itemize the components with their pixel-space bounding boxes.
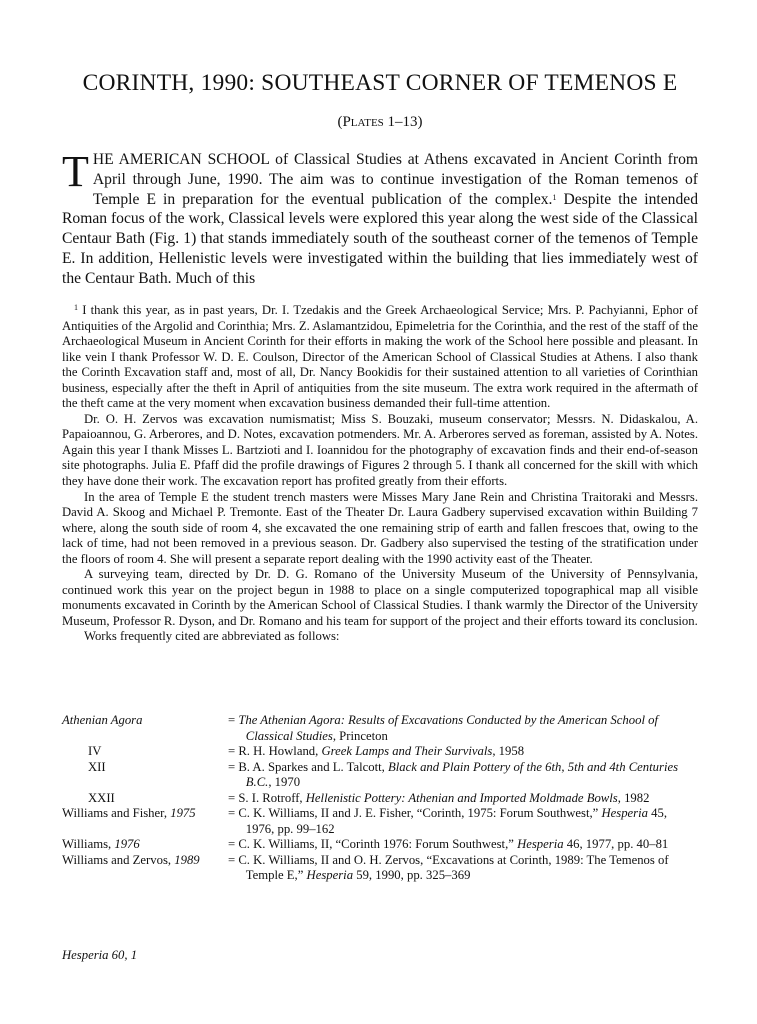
abbreviation-row <box>62 713 698 744</box>
footnote-block <box>62 303 698 645</box>
abbreviation-row <box>62 853 698 884</box>
abbreviation-key: IV <box>88 744 102 759</box>
footnote-paragraph <box>62 303 698 412</box>
abbreviation-row <box>62 837 698 853</box>
abbreviation-value: = C. K. Williams, II, “Corinth 1976: Forum Southwest,” Hesperia 46, 1977, pp. 40–81 <box>228 837 669 852</box>
abbreviation-value: = B. A. Sparkes and L. Talcott, Black and Plain Pottery of the 6th, 5th and 4th Centuries B.C., 1970 <box>228 759 679 790</box>
abbreviation-row <box>62 744 698 760</box>
drop-cap: T <box>62 147 89 196</box>
abbreviation-row <box>62 806 698 837</box>
article-title: CORINTH, 1990: SOUTHEAST CORNER OF TEMENOS E <box>82 70 678 96</box>
footnote-paragraph: In the area of Temple E the student trench masters were Misses Mary Jane Rein and Christina Traitoraki and Messrs. David A. Skoog and Michael P. Tremonte. East of the Theater Dr. Laura Gadbery supervised excavation within Building 7 where, along the south side of room 4, she excavated the one remaining strip of earth and fallen frescoes that, owing to the lack of time, had not been removed in a previous season. Dr. Gadbery also supervised the testing of the stratification under the floors of room 4. She will present a separate report dealing with the 1990 activity east of the Theater. <box>62 489 698 566</box>
footnote-text: I thank this year, as in past years, Dr. I. Tzedakis and the Greek Archaeological Service; Mrs. P. Pachyianni, Ephor of Antiquities of the Argolid and Corinthia; Mrs. Z. Aslamantzidou, Epimeletria for the Corinthia, and the rest of the staff of the Archaeological Museum in Ancient Corinth for their efforts in making the work of the School here possible and pleasant. In like vein I thank Professor W. D. E. Coulson, Director of the American School of Classical Studies at Athens. I also thank the Corinth Excavation staff and, most of all, Dr. Nancy Bookidis for their sustained attention to all varieties of Corinthian business, especially after the theft in April of antiquities from the site museum. The extra work required in the aftermath of the theft came at the very moment when excavation business demanded their full-time attention. <box>62 303 698 411</box>
abbreviation-value: = R. H. Howland, Greek Lamps and Their Survivals, 1958 <box>228 744 525 759</box>
abbreviation-key: Williams and Fisher, 1975 <box>62 806 196 821</box>
journal-footer: Hesperia 60, 1 <box>62 948 138 962</box>
abbreviation-key: Williams and Zervos, 1989 <box>62 852 200 867</box>
intro-paragraph <box>62 147 698 289</box>
footnote-marker: 1 <box>74 303 78 312</box>
abbreviation-key: XII <box>88 759 106 774</box>
abbreviations-intro: Works frequently cited are abbreviated as follows: <box>84 629 340 644</box>
abbreviation-key: XXII <box>88 790 115 805</box>
footnote-paragraph: Dr. O. H. Zervos was excavation numismatist; Miss S. Bouzaki, museum conservator; Messrs. N. Didaskalou, A. Papaioannou, G. Arberores, and D. Notes, excavation potmenders. Mr. A. Arberores served as foreman, assisted by A. Notes. Again this year I thank Misses L. Bartzioti and I. Ioannidou for the photography of excavation finds and their end-of-season site photographs. Julia E. Pfaff did the profile drawings of Figures 2 through 5. I thank all concerned for the skill with which they have done their work. The excavation report has profited greatly from their efforts. <box>62 411 698 489</box>
abbreviation-key: Athenian Agora <box>62 713 143 727</box>
abbreviation-row <box>62 760 698 791</box>
abbreviation-value: = S. I. Rotroff, Hellenistic Pottery: Athenian and Imported Moldmade Bowls, 1982 <box>228 790 650 805</box>
intro-text-rest: Despite the intended Roman focus of the work, Classical levels were explored this year along the west side of the Classical Centaur Bath (Fig. 1) that stands immediately south of the southeast corner of the temenos of Temple E. In addition, Hellenistic levels were investigated within the building that lies immediately west of the Centaur Bath. Much of this <box>62 190 698 287</box>
abbreviation-value: = C. K. Williams, II and O. H. Zervos, “Excavations at Corinth, 1989: The Temenos of Temple E,” Hesperia 59, 1990, pp. 325–369 <box>228 852 669 883</box>
abbreviation-row <box>62 791 698 807</box>
abbreviation-key: Williams, 1976 <box>62 837 140 852</box>
footnote-ref-1[interactable]: 1 <box>552 192 557 202</box>
abbreviation-value: = C. K. Williams, II and J. E. Fisher, “Corinth, 1975: Forum Southwest,” Hesperia 45, 1976, pp. 99–162 <box>228 806 668 836</box>
abbreviation-value: = The Athenian Agora: Results of Excavations Conducted by the American School of Classical Studies, Princeton <box>228 713 659 743</box>
intro-text-first: HE AMERICAN SCHOOL of Classical Studies at Athens excavated in Ancient Corinth from April through June, 1990. The aim was to continue investigation of the Roman temenos of Temple E in preparation for the eventual publication of the complex. <box>92 151 698 208</box>
abbreviations-table <box>62 713 698 884</box>
footnote-paragraph: A surveying team, directed by Dr. D. G. Romano of the University Museum of the University of Pennsylvania, continued work this year on the project begun in 1988 to place on a single computerized topographical map all visible monuments excavated in Corinth by the American School of Classical Studies. I thank warmly the Director of the University Museum, Professor R. Dyson, and Dr. Romano and his team for support of the project and their efforts toward its conclusion. <box>62 567 698 628</box>
plates-reference: (Plates 1–13) <box>337 114 423 130</box>
